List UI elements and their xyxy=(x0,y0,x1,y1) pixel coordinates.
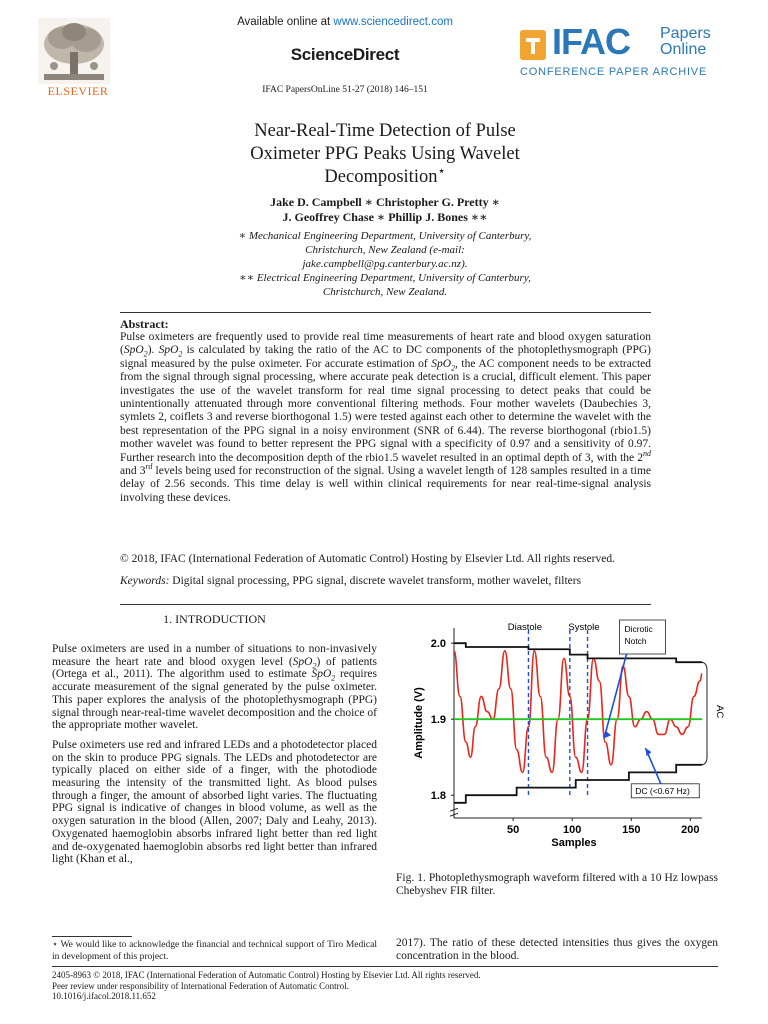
y-axis-label: Amplitude (V) xyxy=(413,687,425,759)
abstract-text: Pulse oximeters are frequently used to provide real time measurements of heart rate and blood oxygen saturation (SpO$_2$). SpO$_2$ is calculated by taking the ratio of the AC to DC components of the photoplethysmograph (PPG) signal measured by the pulse oximeter. For accurate estimation of SpO$_2$, the AC component needs to be extracted from the signal through signal processing, where accurate peak detection is a crucial, difficult element. This paper investigates the use of the wavelet transform for real time signal processing to detect peaks that could be unintentionally attenuated through more conventional filtering methods. Four mother wavelets (Daubechies 3, symlets 2, coiflets 3 and reverse biorthogonal 1.5) were tested against each other to determine the wavelet with the best representation of the PPG signal in a noisy environment (SNR of 6.44). The reverse biorthogonal (rbio1.5) mother wavelet was found to better represent the PPG signal with a specificity of 0.97 and a sensitivity of 0.97. Further research into the decomposition depth of the rbio1.5 wavelet resulted in an optimal depth of 3, with the 2nd and 3rd levels being used for reconstruction of the signal. Using a wavelet length of 128 samples resulted in a time delay of 2.56 seconds. This time delay is well within clinical requirements for near real-time-signal analysis involving these devices. xyxy=(120,331,652,504)
section-heading-introduction: 1. INTRODUCTION xyxy=(163,612,266,626)
available-prefix: Available online at xyxy=(237,16,334,28)
title-line-3: Decomposition xyxy=(324,167,438,187)
footer-rule xyxy=(52,966,718,967)
ifac-wordmark: IFAC xyxy=(552,21,631,62)
annotation-ac: AC xyxy=(714,704,725,719)
x-tick-label-0: 50 xyxy=(506,824,520,836)
annotation-notch-line-2: Notch xyxy=(624,636,647,646)
paper-title xyxy=(150,120,620,189)
author-list xyxy=(150,195,620,225)
series-line-0 xyxy=(454,651,702,773)
intro-paragraph-1: Pulse oximeters are used in a number of situations to non-invasively measure the heart rate and blood oxygen level (SpO$_2$) of patients (Ortega et al., 2011). The algorithm used to estimate SpO$_2$ requires accurate measurement of the signal generated by the pulse oximeter. This paper explores the analysis of the photoplethysmograph (PPG) signal through near-real-time wavelet decomposition and the choice of the appropriate mother wavelet. xyxy=(52,643,377,732)
intro-body xyxy=(52,643,377,873)
affil-line-1: ∗ Mechanical Engineering Department, University of Canterbury, xyxy=(238,230,532,242)
annotation-diastole: Diastole xyxy=(507,622,543,633)
affil-line-5: Christchurch, New Zealand. xyxy=(322,286,448,298)
affil-line-2: Christchurch, New Zealand (e-mail: xyxy=(305,244,465,256)
x-axis-label: Samples xyxy=(551,837,597,849)
y-tick-label-0: 1.8 xyxy=(430,790,446,803)
affiliations xyxy=(150,229,620,299)
annotation-systole: Systole xyxy=(568,622,600,633)
figure-caption: Fig. 1. Photoplethysmograph waveform filtered with a 10 Hz lowpass Chebyshev FIR filter. xyxy=(396,872,718,897)
ifac-online: Online xyxy=(660,41,707,58)
intro-paragraph-2: Pulse oximeters use red and infrared LEDs and a photodetector placed on the skin to produce PPG signals. The LEDs and photodetector are typically placed on either side of a finger, with the photodiode measuring the intensity of the transmitted light. As blood pulses through a finger, the amount of absorbed light varies. The fluctuating PPG signal is indicative of changes in blood volume, as well as the oxygen saturation in the blood (Allen, 2007; Daly and Leahy, 2013). Oxygenated haemoglobin absorbs infrared light better than red light and de-oxygenated haemoglobin absorbs red light better than infrared light (Khan et al., xyxy=(52,738,377,866)
x-tick-label-2: 150 xyxy=(622,824,641,836)
x-tick-label-3: 200 xyxy=(681,824,700,836)
ifac-papers-online xyxy=(660,26,711,58)
title-line-2: Oximeter PPG Peaks Using Wavelet xyxy=(250,144,520,164)
footnote-rule xyxy=(52,936,132,937)
intro-continuation: 2017). The ratio of these detected intensities thus gives the oxygen concentration in the blood. xyxy=(396,937,718,962)
abstract-bottom-rule xyxy=(120,604,651,605)
elsevier-tree-logo xyxy=(38,18,110,84)
ifac-archive-tagline: CONFERENCE PAPER ARCHIVE xyxy=(520,66,708,78)
footer-line-2: Peer review under responsibility of International Federation of Automatic Control. xyxy=(52,980,349,991)
available-online xyxy=(180,16,510,28)
affil-line-3: jake.campbell@pg.canterbury.ac.nz). xyxy=(302,258,468,270)
doi-link[interactable]: 10.1016/j.ifacol.2018.11.652 xyxy=(52,991,156,1002)
y-tick-label-1: 1.9 xyxy=(430,714,446,727)
y-tick-label-2: 2.0 xyxy=(430,638,446,651)
title-footnote-mark: ⋆ xyxy=(437,162,446,178)
title-line-1: Near-Real-Time Detection of Pulse xyxy=(254,121,516,141)
authors-line-2: J. Geoffrey Chase ∗ Phillip J. Bones ∗∗ xyxy=(282,210,488,224)
ac-bracket xyxy=(701,662,707,765)
publication-footer xyxy=(52,970,722,1002)
keywords-text: Digital signal processing, PPG signal, discrete wavelet transform, mother wavelet, filters xyxy=(169,575,582,587)
journal-reference: IFAC PapersOnLine 51-27 (2018) 146–151 xyxy=(262,85,428,95)
x-tick-label-1: 100 xyxy=(563,824,582,836)
sciencedirect-link[interactable]: www.sciencedirect.com xyxy=(333,16,453,28)
sciencedirect-wordmark: ScienceDirect xyxy=(290,45,400,64)
annotation-notch-line-1: Dicrotic xyxy=(624,624,653,634)
abstract-heading: Abstract: xyxy=(120,317,169,331)
authors-line-1: Jake D. Campbell ∗ Christopher G. Pretty ∗ xyxy=(270,195,500,209)
abstract-top-rule xyxy=(120,312,651,313)
elsevier-wordmark: ELSEVIER xyxy=(47,84,109,98)
affil-line-4: ∗∗ Electrical Engineering Department, University of Canterbury, xyxy=(239,272,531,284)
acknowledgement-footnote: ⋆ We would like to acknowledge the financial and technical support of Tiro Medical in development of this project. xyxy=(52,940,377,962)
ppg-waveform-figure xyxy=(396,610,725,860)
ifac-emblem-icon xyxy=(520,30,546,60)
copyright-line: © 2018, IFAC (International Federation of Automatic Control) Hosting by Elsevier Ltd. All rights reserved. xyxy=(120,553,615,565)
keywords xyxy=(120,575,651,588)
annotation-dc: DC (<0.67 Hz) xyxy=(635,785,690,796)
footer-line-1: 2405-8963 © 2018, IFAC (International Federation of Automatic Control) Hosting by Elsevier Ltd. All rights reserved. xyxy=(52,970,481,980)
keywords-label: Keywords: xyxy=(120,575,170,587)
ifac-papers: Papers xyxy=(660,25,711,42)
